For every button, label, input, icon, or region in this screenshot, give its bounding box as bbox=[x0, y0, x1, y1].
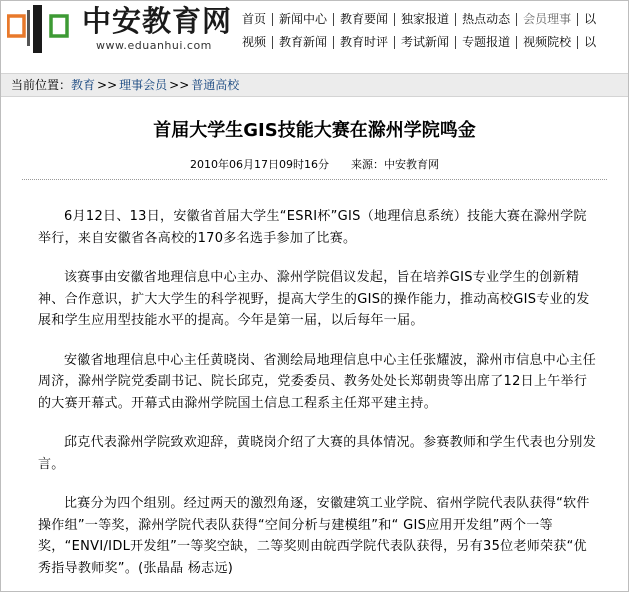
top-nav bbox=[240, 8, 629, 54]
meta-divider bbox=[22, 179, 607, 180]
article-datetime: 2010年06月17日09时16分 bbox=[190, 158, 329, 171]
article-paragraph: 6月12日、13日，安徽省首届大学生“ESRI杯”GIS（地理信息系统）技能大赛在滁州学院举行，来自安徽省各高校的170多名选手参加了比赛。 bbox=[38, 209, 587, 246]
nav-item[interactable]: 教育新闻 bbox=[272, 36, 333, 49]
nav-item[interactable]: 会员理事 bbox=[516, 13, 577, 26]
nav-item[interactable]: 以 bbox=[577, 36, 602, 49]
article-title: 首届大学生GIS技能大赛在滁州学院鸣金 bbox=[153, 120, 476, 141]
nav-item[interactable]: 视频院校 bbox=[516, 36, 577, 49]
breadcrumb-item-universities[interactable]: 普通高校 bbox=[191, 78, 240, 92]
site-logo-text[interactable]: 中安教育网 bbox=[82, 4, 233, 38]
nav-item[interactable]: 新闻中心 bbox=[272, 13, 333, 26]
nav-item[interactable]: 教育要闻 bbox=[333, 13, 394, 26]
nav-item[interactable]: 首页 bbox=[242, 12, 267, 26]
breadcrumb-prefix: 当前位置： bbox=[11, 78, 72, 92]
breadcrumb bbox=[1, 73, 628, 97]
breadcrumb-item-education[interactable]: 教育 bbox=[71, 78, 96, 92]
article-paragraph: 邱克代表滁州学院致欢迎辞，黄晓岗介绍了大赛的具体情况。参赛教师和学生代表也分别发言。 bbox=[38, 435, 597, 472]
article-paragraph: 比赛分为四个组别。经过两天的激烈角逐，安徽建筑工业学院、宿州学院代表队获得“软件操作组”一等奖，滁州学院代表队获得“空间分析与建模组”和“ GIS应用开发组”两个一等奖，“ENVI/IDL开发组”一等奖空缺，二等奖则由皖西学院代表队获得，另有35位老师荣获“优秀指导教师奖”。(张晶晶 杨志远) bbox=[38, 496, 590, 576]
breadcrumb-item-members[interactable]: 理事会员 bbox=[119, 78, 168, 92]
nav-item[interactable]: 独家报道 bbox=[394, 13, 455, 26]
article-paragraph: 安徽省地理信息中心主任黄晓岗、省测绘局地理信息中心主任张耀波，滁州市信息中心主任周济，滁州学院党委副书记、院长邱克，党委委员、教务处处长郑朝贵等出席了12日上午举行的大赛开幕式。开幕式由滁州学院国土信息工程系主任郑平建主持。 bbox=[38, 352, 597, 411]
nav-row-2 bbox=[240, 31, 629, 54]
article-paragraph: 该赛事由安徽省地理信息中心主办、滁州学院倡议发起，旨在培养GIS专业学生的创新精神、合作意识，扩大大学生的科学视野，提高大学生的GIS的操作能力，推动高校GIS专业的发展和学生应用型技能水平的提高。今年是第一届，以后每年一届。 bbox=[38, 270, 590, 328]
nav-item[interactable]: 视频 bbox=[242, 35, 267, 49]
article-body bbox=[38, 206, 598, 597]
nav-item[interactable]: 考试新闻 bbox=[394, 36, 455, 49]
nav-item[interactable]: 热点动态 bbox=[455, 13, 516, 26]
nav-item[interactable]: 以 bbox=[577, 13, 602, 26]
site-header bbox=[0, 0, 629, 66]
article-meta bbox=[0, 156, 629, 172]
site-logo-icon[interactable] bbox=[7, 4, 69, 54]
site-logo-url: www.eduanhui.com bbox=[96, 39, 212, 52]
nav-item[interactable]: 教育时评 bbox=[333, 36, 394, 49]
breadcrumb-separator: >> bbox=[97, 78, 118, 92]
nav-row-1 bbox=[240, 8, 629, 31]
article-source: 中安教育网 bbox=[383, 158, 439, 171]
article-source-label: 来源： bbox=[350, 158, 384, 171]
nav-item[interactable]: 专题报道 bbox=[455, 36, 516, 49]
breadcrumb-separator: >> bbox=[169, 78, 190, 92]
